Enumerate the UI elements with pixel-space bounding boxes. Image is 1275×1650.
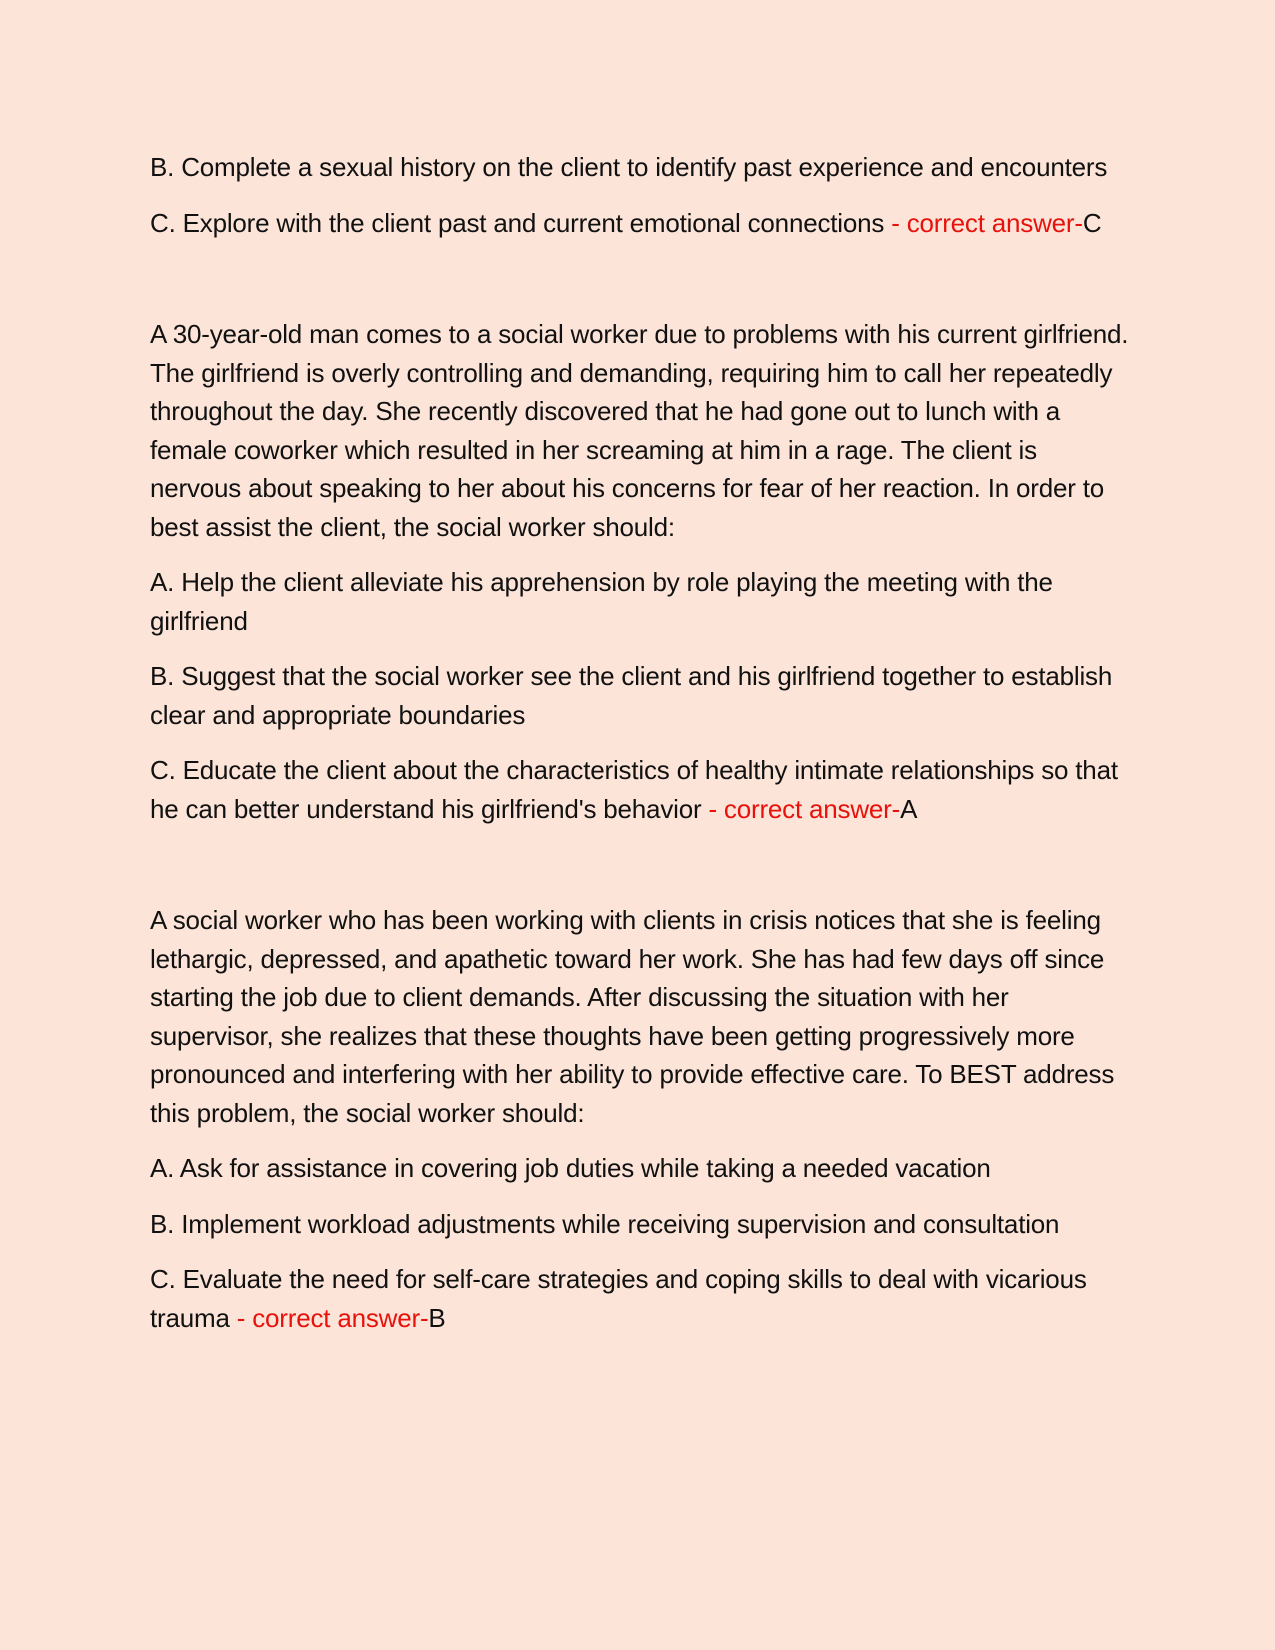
option-b: B. Complete a sexual history on the client to identify past experience and encounters (150, 152, 1108, 182)
option-a: A. Help the client alleviate his apprehension by role playing the meeting with the girlfriend (150, 567, 1053, 636)
option-c: C. Evaluate the need for self-care strategies and coping skills to deal with vicarious trauma - correct answer-B (150, 1264, 1087, 1333)
option-b: B. Implement workload adjustments while receiving supervision and consultation (150, 1208, 1060, 1239)
option-c: C. Educate the client about the characteristics of healthy intimate relationships so that he can better understand his girlfriend's behavior - correct answer-A (150, 755, 1118, 824)
question-separator (150, 259, 1135, 315)
option-b: B. Suggest that the social worker see the client and his girlfriend together to establish clear and appropriate boundaries (150, 661, 1113, 730)
document-page (150, 148, 1135, 1354)
correct-answer-letter: C (1082, 207, 1102, 238)
correct-answer-letter: A (900, 793, 918, 824)
option-c: C. Explore with the client past and current emotional connections - correct answer-C (150, 207, 1102, 238)
question-text: A 30-year-old man comes to a social worker due to problems with his current girlfriend. The girlfriend is overly controlling and demanding, requiring him to call her repeatedly throughout the day. She recently discovered that he had gone out to lunch with a female coworker which resulted in her screaming at him in a rage. The client is nervous about speaking to her about his concerns for fear of her reaction. In order to best assist the client, the social worker should: (150, 319, 1129, 542)
correct-answer-marker: - correct answer- (884, 207, 1083, 238)
correct-answer-marker: - correct answer- (701, 793, 901, 824)
correct-answer-marker: - correct answer- (229, 1302, 429, 1333)
question-text: A social worker who has been working with clients in crisis notices that she is feeling lethargic, depressed, and apathetic toward her work. She has had few days off since starting the job due to client demands. After discussing the situation with her supervisor, she realizes that these thoughts have been getting progressively more pronounced and interfering with her ability to provide effective care. To BEST address this problem, the social worker should: (150, 905, 1115, 1128)
option-a: A. Ask for assistance in covering job duties while taking a needed vacation (150, 1153, 991, 1183)
correct-answer-letter: B (428, 1302, 446, 1333)
question-separator (150, 845, 1135, 901)
